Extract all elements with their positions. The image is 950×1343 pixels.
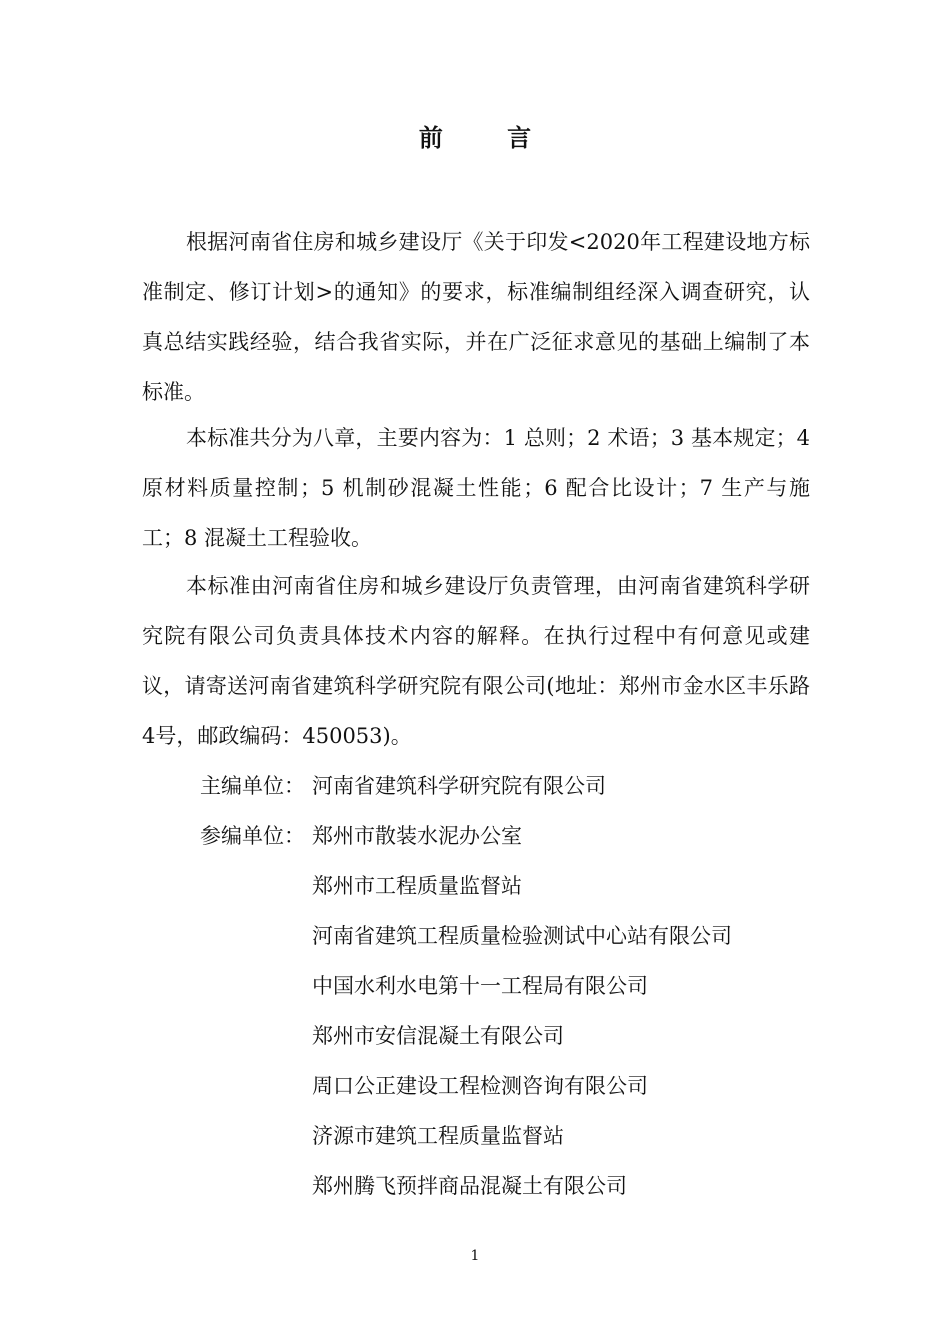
participating-editor: 郑州市散装水泥办公室 [312, 824, 522, 848]
participating-editors-list [312, 811, 732, 1211]
participating-editor: 郑州市安信混凝土有限公司 [312, 1024, 564, 1048]
paragraph-management: 本标准由河南省住房和城乡建设厅负责管理，由河南省建筑科学研究院有限公司负责具体技术内容的解释。在执行过程中有何意见或建议，请寄送河南省建筑科学研究院有限公司(地址：郑州市金水区丰乐路4号，邮政编码：450053)。 [142, 574, 810, 748]
chief-editor-label: 主编单位： [200, 774, 305, 798]
paragraph-background: 根据河南省住房和城乡建设厅《关于印发<2020年工程建设地方标准制定、修订计划>的通知》的要求，标准编制组经深入调查研究，认真总结实践经验，结合我省实际，并在广泛征求意见的基础上编制了本标准。 [142, 230, 810, 404]
participating-editors-label: 参编单位： [200, 824, 305, 848]
participating-editors-row [200, 811, 732, 1211]
participating-editor: 郑州市工程质量监督站 [312, 874, 522, 898]
participating-editor: 中国水利水电第十一工程局有限公司 [312, 974, 648, 998]
chief-editor-row [200, 761, 732, 811]
participating-editor: 河南省建筑工程质量检验测试中心站有限公司 [312, 924, 732, 948]
participating-editor: 郑州腾飞预拌商品混凝土有限公司 [312, 1174, 627, 1198]
participating-editor: 济源市建筑工程质量监督站 [312, 1124, 564, 1148]
paragraph-contents: 本标准共分为八章，主要内容为：1 总则；2 术语；3 基本规定；4 原材料质量控制；5 机制砂混凝土性能；6 配合比设计；7 生产与施工；8 混凝土工程验收。 [142, 426, 810, 550]
chief-editor-name: 河南省建筑科学研究院有限公司 [312, 774, 606, 798]
page-title: 前 言 [418, 123, 560, 152]
participating-editor: 周口公正建设工程检测咨询有限公司 [312, 1074, 648, 1098]
editor-units [200, 761, 732, 1211]
page-number: 1 [470, 1248, 480, 1264]
